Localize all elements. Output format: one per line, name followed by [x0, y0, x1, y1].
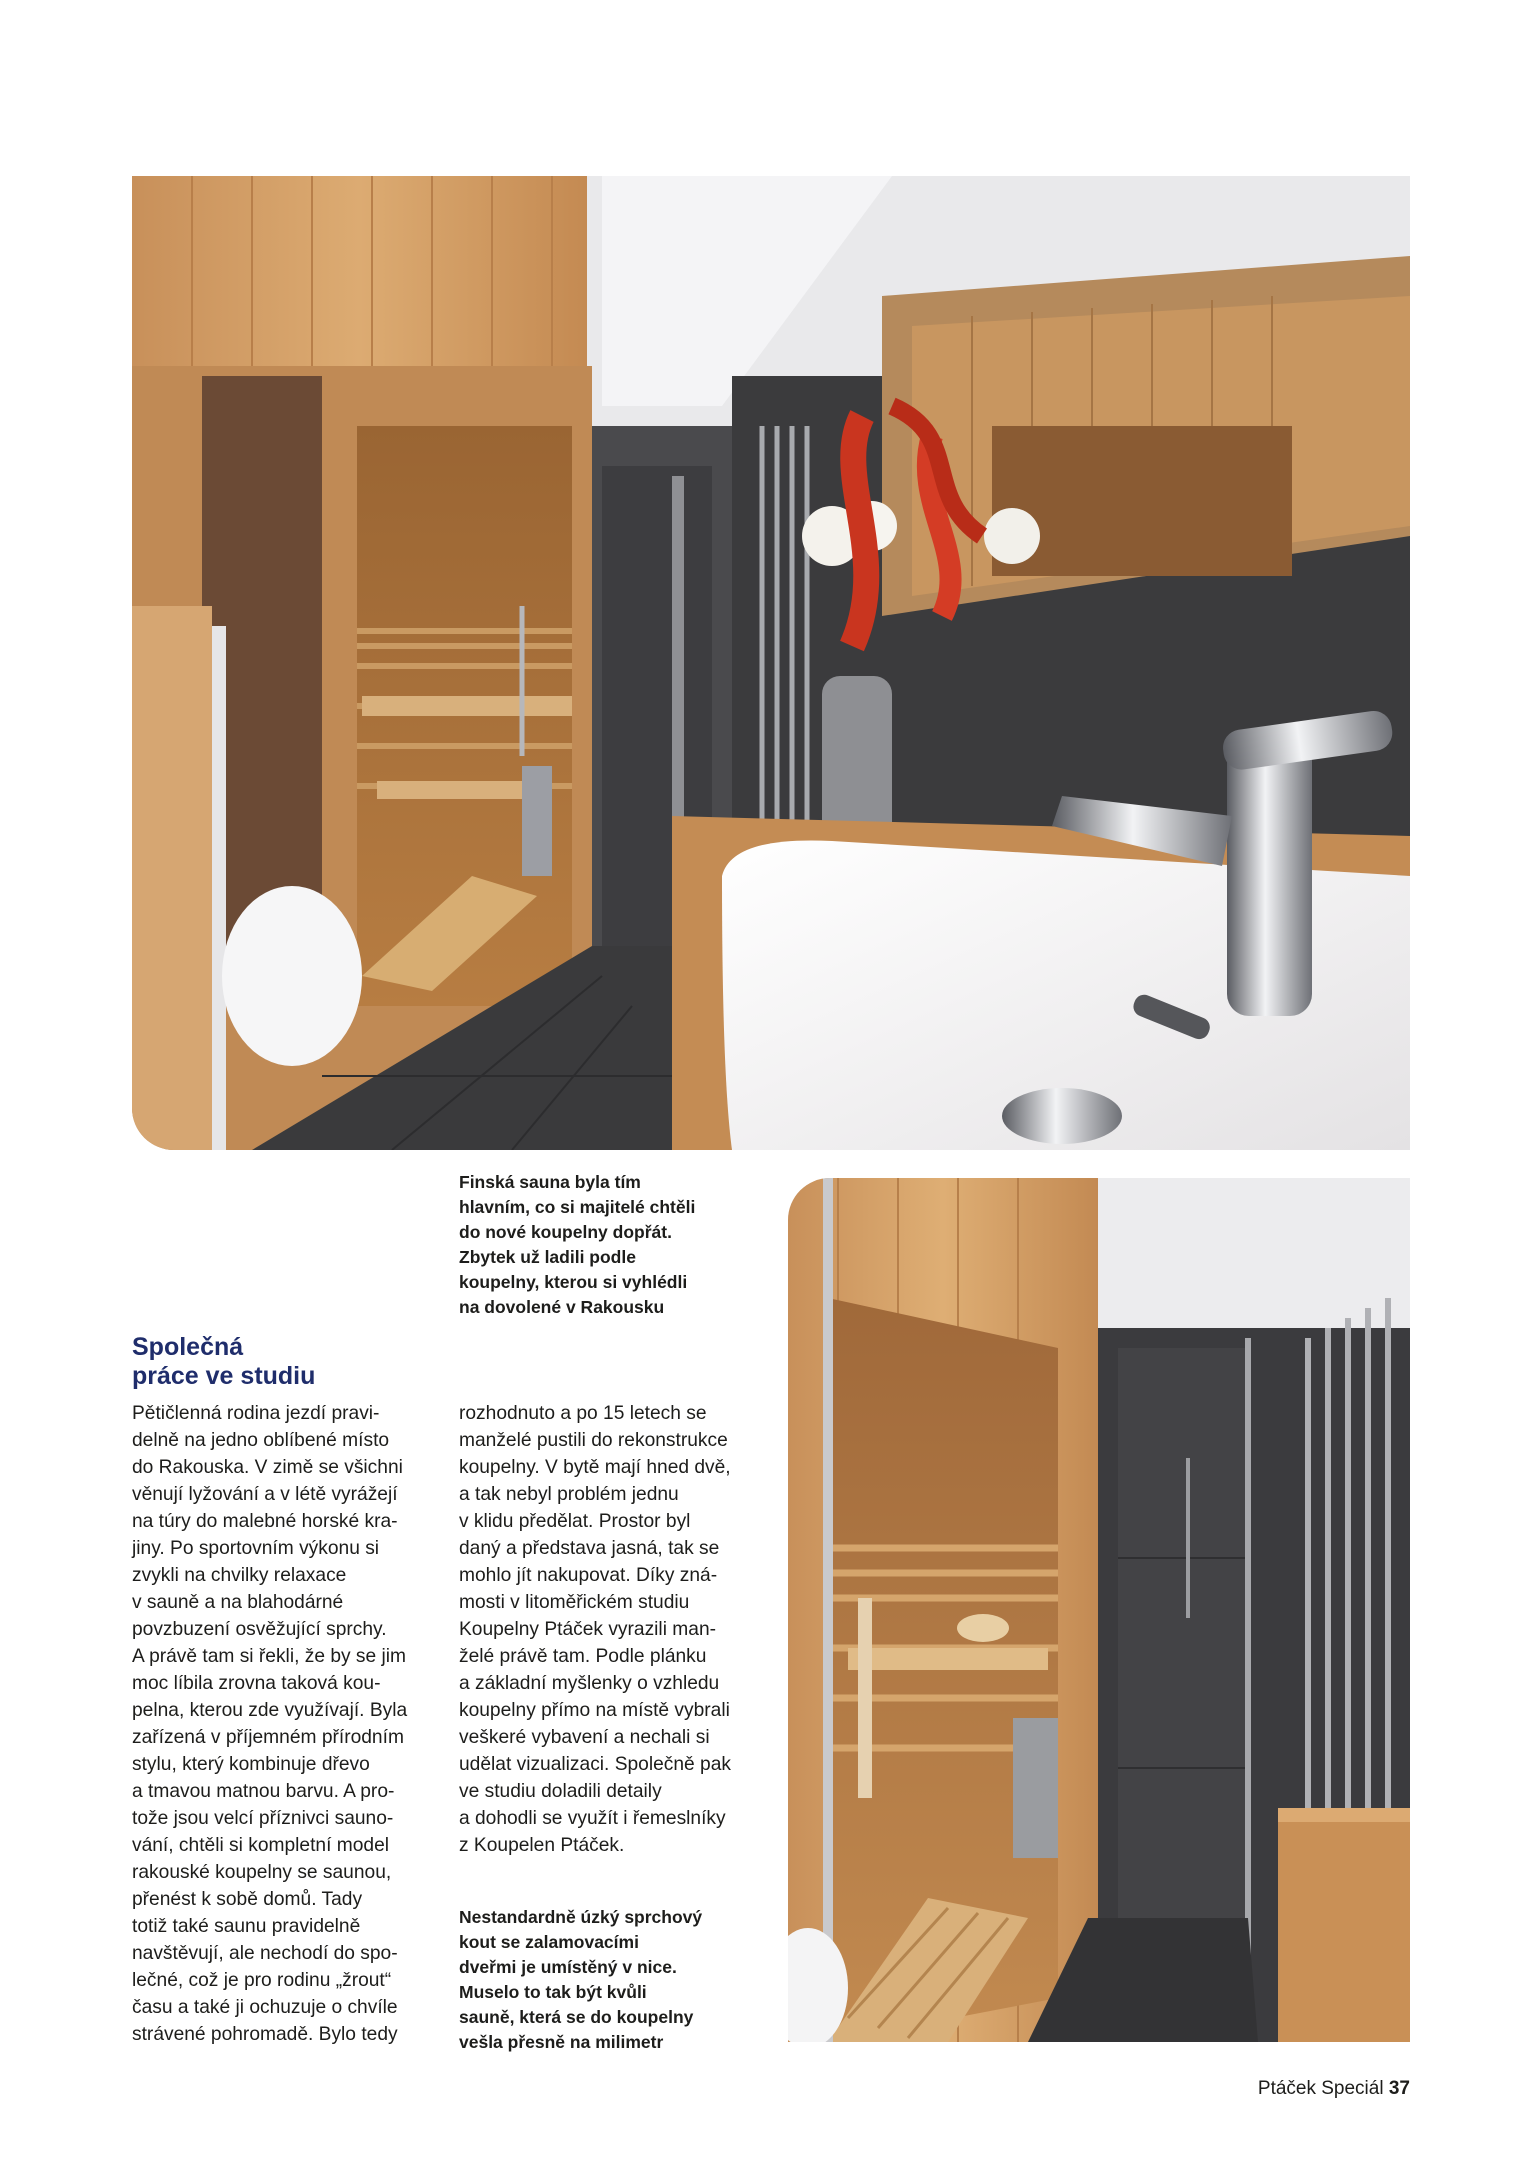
caption-line: dveřmi je umístěný v nice. [459, 1957, 677, 1977]
text-line: navštěvují, ale nechodí do spo- [132, 1943, 398, 1964]
text-line: času a také ji ochuzuje o chvíle [132, 1997, 398, 2018]
sauna-shower-illustration [788, 1178, 1410, 2042]
photo-caption-sauna [459, 1170, 739, 1320]
caption-line: Zbytek už ladili podle [459, 1247, 636, 1267]
caption-line: do nové koupelny dopřát. [459, 1222, 672, 1242]
text-line: lečné, což je pro rodinu „žrout“ [132, 1970, 392, 1991]
text-line: vání, chtěli si kompletní model [132, 1835, 390, 1856]
caption-line: koupelny, kterou si vyhlédli [459, 1272, 688, 1292]
text-line: želé právě tam. Podle plánku [459, 1646, 707, 1667]
text-line: a tak nebyl problém jednu [459, 1484, 679, 1505]
text-line: A právě tam si řekli, že by se jim [132, 1646, 407, 1667]
text-line: Koupelny Ptáček vyrazili man- [459, 1619, 717, 1640]
text-line: a dohodli se využít i řemeslníky [459, 1808, 726, 1829]
caption-line: hlavním, co si majitelé chtěli [459, 1197, 696, 1217]
caption-line: sauně, která se do koupelny [459, 2007, 694, 2027]
text-line: na túry do malebné horské kra- [132, 1511, 398, 1532]
text-line: tože jsou velcí příznivci sauno- [132, 1808, 394, 1829]
text-line: moc líbila zrovna taková kou- [132, 1673, 381, 1694]
text-line: ve studiu doladili detaily [459, 1781, 662, 1802]
article-column-1 [132, 1400, 432, 2048]
text-line: totiž také saunu pravidelně [132, 1916, 361, 1937]
section-heading [132, 1333, 432, 1391]
publication-name: Ptáček Speciál [1257, 2078, 1384, 2099]
text-line: jiny. Po sportovním výkonu si [132, 1538, 380, 1559]
caption-line: Finská sauna byla tím [459, 1172, 641, 1192]
text-line: manželé pustili do rekonstrukce [459, 1430, 728, 1451]
caption-line: Nestandardně úzký sprchový [459, 1907, 703, 1927]
text-line: stylu, který kombinuje dřevo [132, 1754, 370, 1775]
caption-line: vešla přesně na milimetr [459, 2032, 664, 2052]
text-line: zvykli na chvilky relaxace [132, 1565, 347, 1586]
text-line: přenést k sobě domů. Tady [132, 1889, 363, 1910]
text-line: a tmavou matnou barvu. A pro- [132, 1781, 395, 1802]
text-line: koupelny. V bytě mají hned dvě, [459, 1457, 731, 1478]
text-line: pelna, kterou zde využívají. Byla [132, 1700, 408, 1721]
bathroom-sauna-illustration [132, 176, 1410, 1150]
text-line: a základní myšlenky o vzhledu [459, 1673, 720, 1694]
caption-line: na dovolené v Rakousku [459, 1297, 665, 1317]
text-line: delně na jedno oblíbené místo [132, 1430, 390, 1451]
text-line: daný a představa jasná, tak se [459, 1538, 720, 1559]
text-line: zařízená v příjemném přírodním [132, 1727, 404, 1748]
page-number: 37 [1388, 2078, 1410, 2099]
text-line: povzbuzení osvěžující sprchy. [132, 1619, 387, 1640]
article-column-2 [459, 1400, 759, 1859]
page-folio [1180, 2078, 1410, 2100]
text-line: mosti v litoměřickém studiu [459, 1592, 690, 1613]
bathroom-sauna-photo [132, 176, 1410, 1150]
photo-caption-shower [459, 1905, 739, 2055]
text-line: rakouské koupelny se saunou, [132, 1862, 392, 1883]
text-line: udělat vizualizaci. Společně pak [459, 1754, 731, 1775]
text-line: strávené pohromadě. Bylo tedy [132, 2024, 398, 2045]
sauna-shower-photo [788, 1178, 1410, 2042]
text-line: rozhodnuto a po 15 letech se [459, 1403, 707, 1424]
text-line: koupelny přímo na místě vybrali [459, 1700, 730, 1721]
heading-line: Společná [132, 1333, 244, 1361]
caption-line: Muselo to tak být kvůli [459, 1982, 647, 2002]
text-line: z Koupelen Ptáček. [459, 1835, 625, 1856]
text-line: Pětičlenná rodina jezdí pravi- [132, 1403, 380, 1424]
text-line: věnují lyžování a v létě vyrážejí [132, 1484, 398, 1505]
caption-line: kout se zalamovacími [459, 1932, 639, 1952]
text-line: v klidu předělat. Prostor byl [459, 1511, 691, 1532]
heading-line: práce ve studiu [132, 1362, 316, 1390]
text-line: v sauně a na blahodárné [132, 1592, 344, 1613]
text-line: veškeré vybavení a nechali si [459, 1727, 710, 1748]
text-line: mohlo jít nakupovat. Díky zná- [459, 1565, 718, 1586]
text-line: do Rakouska. V zimě se všichni [132, 1457, 403, 1478]
